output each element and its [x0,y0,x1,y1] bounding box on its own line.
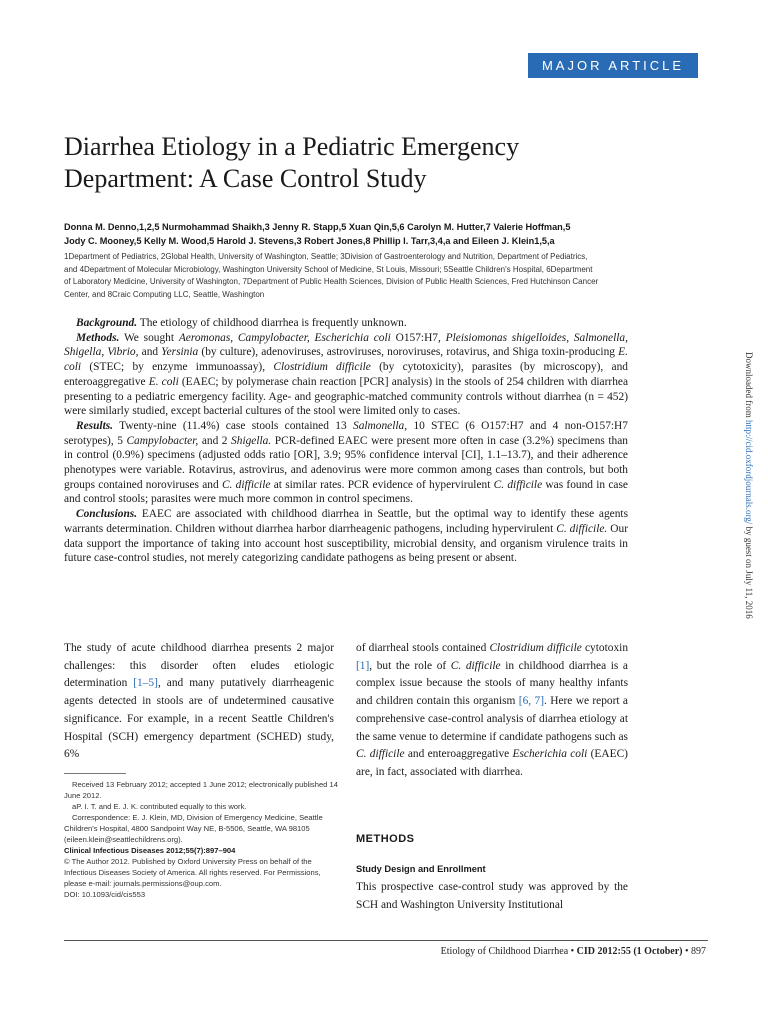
abstract-results [64,419,628,507]
text: in childhood diarrhea is a complex issue because the stools of many healthy infants and children contain this organism [356,659,628,708]
text: (STEC; by enzyme immunoassay), [89,361,266,374]
text: at similar rates. PCR evidence of hypervirulent [273,478,491,491]
article-type-badge: MAJOR ARTICLE [528,53,698,78]
download-notice-suffix: by guest on July 11, 2016 [744,526,754,619]
abstract-conclusions-heading: Conclusions. [76,508,138,521]
affiliation-line-2: and 4Department of Molecular Microbiology, Washington University School of Medicine, St Louis, Missouri; 5Seattle Children's Hospital, 6Department [64,264,593,274]
affiliation-line-4: Center, and 8Craic Computing LLC, Seattle, Washington [64,289,265,299]
affiliation-line-3: of Laboratory Medicine, University of Washington, 7Department of Public Health Sciences, Division of Public Health Sciences, Fred Hutchinson Cancer [64,277,599,286]
methods-paragraph: This prospective case-control study was approved by the SCH and Washington University Institutional [356,881,628,911]
journal-citation: Clinical Infectious Diseases 2012;55(7):897–904 [64,846,236,855]
text: and 2 [201,434,228,447]
bullet-separator: • [684,946,691,957]
text: Our data support the importance of taking into account host susceptibility, microbial density, and organism virulence traits in future case-control studies, not merely categorizing candidate pathogens as being present or absent. [64,522,628,565]
article-title [64,131,684,195]
affiliations [64,251,714,301]
abstract [64,316,628,566]
author-line-2: Jody C. Mooney,5 Kelly M. Wood,5 Harold J. Stevens,3 Robert Jones,8 Phillip I. Tarr,3,4,a and Eileen J. Klein1,5,a [64,236,555,246]
text: and [141,346,159,359]
organism-name: Clostridium difficile [273,361,371,374]
text: PCR-defined EAEC were present more often in case (3.2%) specimens than in control (0.9%) specimens (adjusted odds ratio [OR], 3.9; 95% confidence interval [CI], 1.1–13.7), and their adherence phenotypes were variable. Rotavirus, astrovirus, and adenovirus were more common among cases than controls, but both groups contained noroviruses and [64,434,628,491]
organism-name: Pleisiomonas shigelloides, Salmonella, Shigella, Vibrio, [64,331,628,359]
citation-link[interactable]: [6, 7] [518,695,544,708]
journal-link[interactable]: http://cid.oxfordjournals.org/ [744,419,754,525]
footnotes [64,779,338,900]
abstract-background [64,316,628,331]
footer-divider [64,940,708,941]
text: (EAEC; by polymerase chain reaction [PCR] analysis) in the stools of 254 children with diarrhea presenting to a pediatric emergency facility. Age- and geographic-matched community controls without diarrhea (n = 452) were similarly studied, except bacterial cultures of the stool were limited only to cases. [64,375,629,418]
organism-name: Clostridium difficile [489,642,582,654]
running-title: Etiology of Childhood Diarrhea [440,946,569,957]
text: The study of acute childhood diarrhea presents 2 major challenges: this disorder often eludes etiologic determination [64,642,334,690]
organism-name: C. difficile [221,478,271,491]
methods-text [356,879,628,914]
author-line-1: Donna M. Denno,1,2,5 Nurmohammad Shaikh,3 Jenny R. Stapp,5 Xuan Qin,5,6 Carolyn M. Hutter,7 Valerie Hoffman,5 [64,222,571,232]
correspondence-note: Correspondence: E. J. Klein, MD, Division of Emergency Medicine, Seattle Children's Hospital, 4800 Sandpoint Way NE, B-5506, Seattle, WA 98105 (eileen.klein@seattlechildrens.org). [64,813,323,844]
received-note: Received 13 February 2012; accepted 1 June 2012; electronically published 14 June 2012. [64,780,338,800]
text: cytotoxin [584,642,629,654]
text: Twenty-nine (11.4%) case stools contained 13 [119,419,347,432]
text: 10 STEC (6 O157:H7 and 4 non-O157:H7 serotypes), 5 [64,419,628,447]
doi: DOI: 10.1093/cid/cis553 [64,890,146,899]
journal-issue: CID 2012:55 (1 October) [576,946,683,957]
organism-name: Salmonella, [353,419,408,432]
body-column-left [64,640,334,764]
download-notice [740,352,754,692]
organism-name: C. difficile. [556,522,608,535]
contribution-note: aP. I. T. and E. J. K. contributed equally to this work. [72,802,247,811]
organism-name: Aeromonas, Campylobacter, Escherichia coli [178,331,391,344]
abstract-methods [64,331,628,419]
abstract-methods-heading: Methods. [76,331,120,344]
title-line-1: Diarrhea Etiology in a Pediatric Emergency [64,132,520,161]
text: O157:H7, [395,331,441,344]
abstract-background-heading: Background. [76,317,138,329]
text: We sought [123,331,175,344]
study-design-heading: Study Design and Enrollment [356,864,486,874]
organism-name: C. difficile [450,659,501,672]
abstract-background-text: The etiology of childhood diarrhea is frequently unknown. [139,317,407,329]
text: , but the role of [369,659,447,672]
copyright-note: © The Author 2012. Published by Oxford University Press on behalf of the Infectious Diseases Society of America. All rights reserved. For Permissions, please e-mail: journals.permissions@oup.com. [64,857,321,888]
body-column-right [356,640,628,782]
text: and enteroaggregative [407,748,510,761]
download-notice-prefix: Downloaded from [744,352,754,418]
text: (by culture), adenoviruses, astroviruses, noroviruses, rotavirus, and Shiga toxin-producing [201,346,615,359]
organism-name: C. difficile [493,478,543,491]
citation-link[interactable]: [1–5] [133,677,158,690]
abstract-results-heading: Results. [76,419,114,432]
title-line-2: Department: A Case Control Study [64,164,427,193]
text: . Here we report a comprehensive case-control analysis of diarrhea etiology at the same venue to determine if candidate pathogens such as [356,695,628,743]
organism-name: Campylobacter, [126,434,199,447]
citation-link[interactable]: [1] [356,659,370,672]
organism-name: C. difficile [356,748,405,761]
text: (by cytotoxicity), parasites (by microscopy), and enteroaggregative [64,361,628,388]
organism-name: Escherichia coli [512,748,588,761]
methods-heading: METHODS [356,833,415,845]
intro-paragraph [64,640,334,764]
intro-paragraph-continued [356,640,628,782]
text: , and many putatively diarrheagenic agents detected in stools are of undetermined causative significance. For example, in a recent Seattle Children's Hospital (SCH) emergency department (SCHED) study, 6% [64,677,334,761]
organism-name: Yersinia [161,346,199,359]
affiliation-line-1: 1Department of Pediatrics, 2Global Health, University of Washington, Seattle; 3Division of Gastroenterology and Nutrition, Department of Pediatrics, [64,252,588,261]
text: was found in case and control stools; parasites were much more common in control specimens. [64,478,628,506]
abstract-conclusions [64,507,628,566]
organism-name: E. coli [64,346,628,374]
organism-name: Shigella. [231,434,272,447]
page-footer [441,946,706,957]
author-list [64,220,704,248]
footnote-divider [64,773,126,774]
organism-name: E. coli [148,375,179,388]
text: of diarrheal stools contained [356,642,487,654]
text: EAEC are associated with childhood diarrhea in Seattle, but the optimal way to identify these agents warrants determination. Children without diarrhea harbor diarrheagenic pathogens, including hypervirulent [64,508,628,535]
page-number: 897 [691,946,706,957]
bullet-separator: • [570,946,577,957]
text: (EAEC) are, in fact, associated with diarrhea. [356,748,628,778]
